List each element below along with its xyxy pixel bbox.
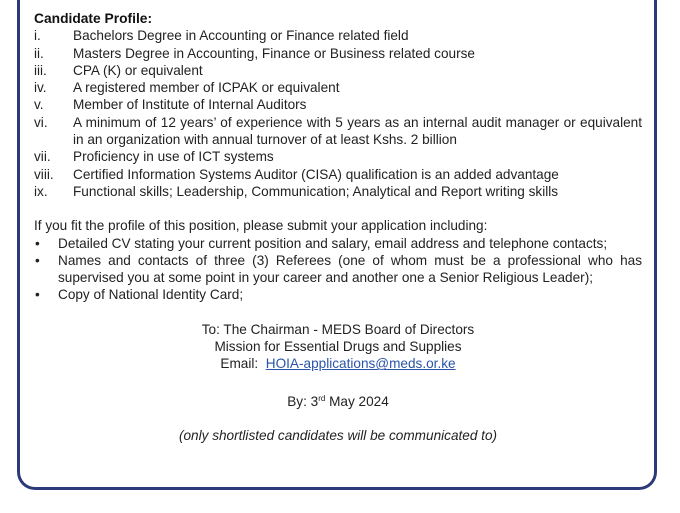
list-item: ii. Masters Degree in Accounting, Finance or Business related course <box>34 45 475 61</box>
list-item: vi. A minimum of 12 years’ of experience with 5 years as an internal audit manager or equivalent in an organization with annual turnover of at least Kshs. 2 billion <box>34 114 642 148</box>
profile-list <box>34 27 642 200</box>
list-item: i. Bachelors Degree in Accounting or Finance related field <box>34 28 409 44</box>
list-item: iv. A registered member of ICPAK or equivalent <box>34 80 340 96</box>
email-label: Email: <box>220 356 259 372</box>
deadline-date: By: 3rd May 2024 <box>287 393 389 409</box>
list-item: iii. CPA (K) or equivalent <box>34 62 203 78</box>
application-intro: If you fit the profile of this position, please submit your application including: <box>34 218 488 234</box>
address-to: To: The Chairman - MEDS Board of Directors <box>201 321 475 337</box>
list-item: vii. Proficiency in use of ICT systems <box>34 149 274 165</box>
bullet-icon: • <box>35 235 40 251</box>
profile-heading: Candidate Profile: <box>34 11 153 26</box>
bullet-icon: • <box>35 252 40 268</box>
address-email-line <box>34 355 642 372</box>
list-item: viii. Certified Information Systems Auditor (CISA) qualification is an added advantage <box>34 166 559 182</box>
application-list <box>34 235 642 304</box>
document-body <box>34 10 642 444</box>
address-block <box>34 321 642 373</box>
list-item: • Names and contacts of three (3) Referees (one of whom must be a professional who has supervised you at some point in your career and another one a Senior Religious Leader); <box>35 252 642 286</box>
shortlist-note: (only shortlisted candidates will be communicated to) <box>178 427 498 443</box>
bullet-icon: • <box>35 287 40 303</box>
list-item: • Copy of National Identity Card; <box>35 287 244 303</box>
list-item: • Detailed CV stating your current position and salary, email address and telephone contacts; <box>35 235 608 251</box>
address-org: Mission for Essential Drugs and Supplies <box>214 339 462 355</box>
list-item: ix. Functional skills; Leadership, Communication; Analytical and Report writing skills <box>34 183 559 199</box>
email-link[interactable]: HOIA-applications@meds.or.ke <box>265 356 456 372</box>
list-item: v. Member of Institute of Internal Auditors <box>34 97 307 113</box>
